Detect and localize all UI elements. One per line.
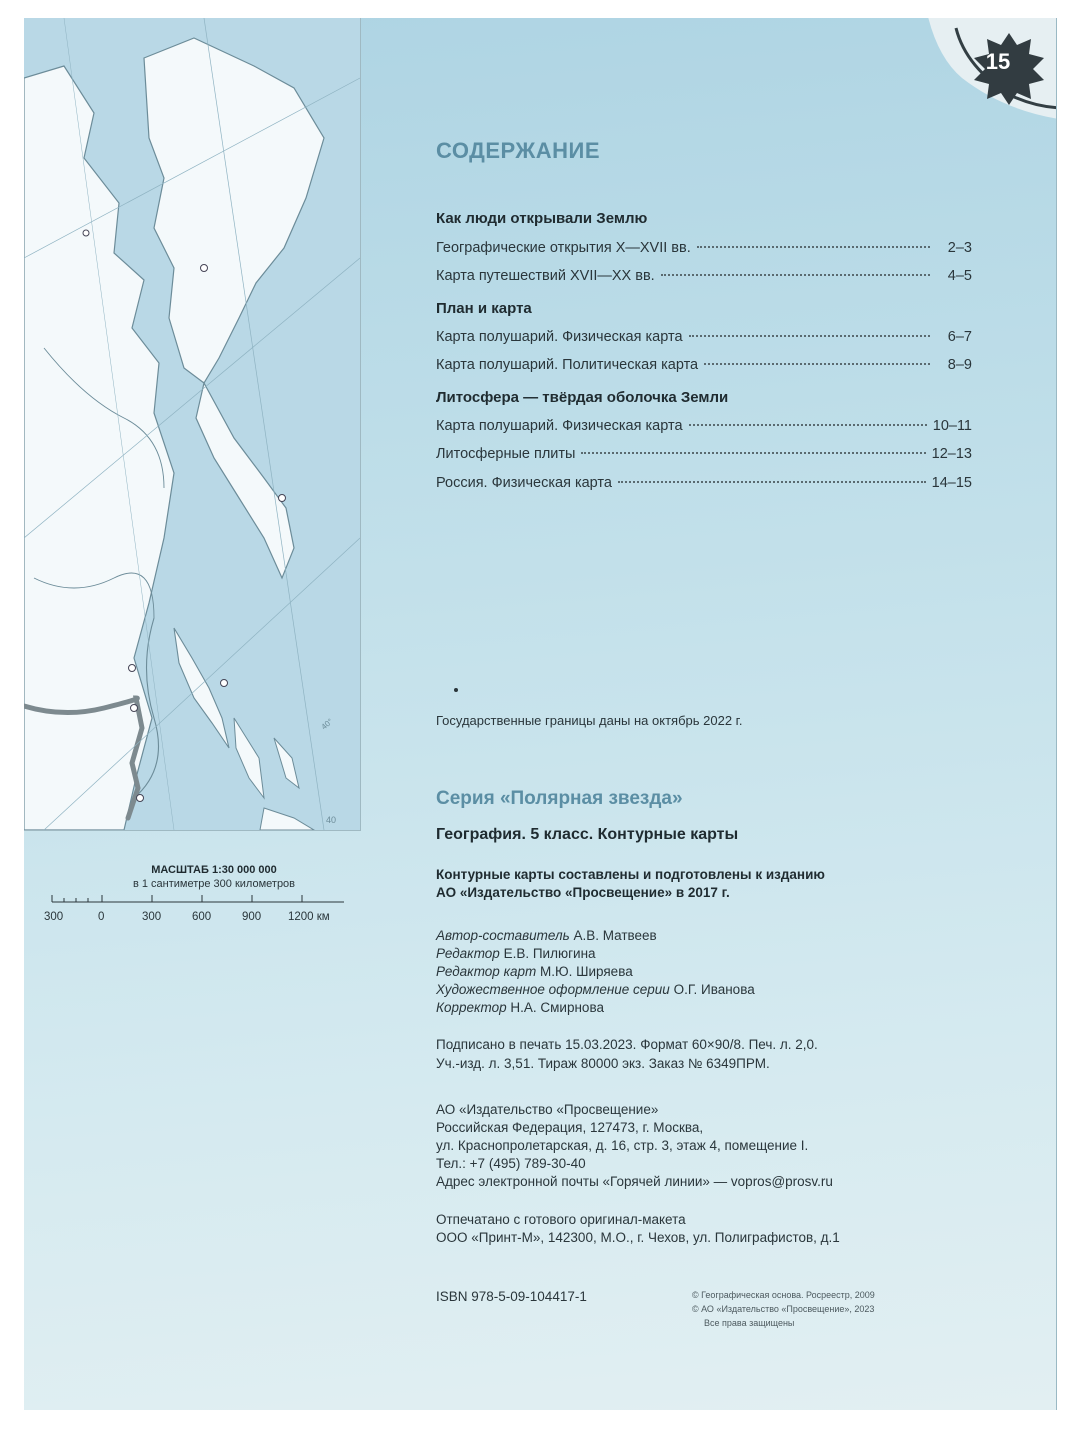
credit-role: Автор-составитель [436, 928, 570, 943]
print-info-line: Подписано в печать 15.03.2023. Формат 60×90/8. Печ. л. 2,0. [436, 1037, 818, 1052]
credit-name: О.Г. Иванова [673, 982, 755, 997]
toc-pages: 14–15 [931, 475, 972, 491]
credit-role: Корректор [436, 1000, 507, 1015]
credit-line [436, 928, 657, 943]
compiled-note-line: Контурные карты составлены и подготовлены к изданию [436, 867, 825, 882]
publisher-email-line: Адрес электронной почты «Горячей линии» — vopros@prosv.ru [436, 1174, 833, 1189]
map-graphic [24, 18, 360, 830]
toc-leader [689, 424, 927, 426]
scale-ticks [44, 911, 354, 927]
credit-role: Редактор [436, 946, 500, 961]
toc-leader [661, 274, 930, 276]
scale-subtitle: в 1 сантиметре 300 километров [132, 878, 296, 890]
publisher-line: Тел.: +7 (495) 789-30-40 [436, 1156, 586, 1171]
page [24, 18, 1057, 1410]
credit-name: Н.А. Смирнова [510, 1000, 604, 1015]
toc-row [436, 446, 972, 462]
map-grid-label: 40° [319, 716, 335, 732]
scale-bar [44, 892, 354, 906]
credit-name: А.В. Матвеев [573, 928, 657, 943]
toc-row [436, 475, 972, 491]
scale-tick-label: 600 [192, 911, 212, 923]
scale-title: МАСШТАБ 1:30 000 000 [151, 864, 277, 876]
section-heading: Как люди открывали Землю [436, 210, 648, 227]
series-title: Серия «Полярная звезда» [436, 788, 683, 809]
toc-pages: 10–11 [932, 418, 972, 434]
toc-pages: 4–5 [947, 268, 972, 284]
toc-label: Географические открытия X—XVII вв. [436, 240, 691, 256]
map-grid-label: 40 [326, 815, 337, 825]
scale-tick-label: 300 [142, 911, 162, 923]
book-title: География. 5 класс. Контурные карты [436, 826, 739, 843]
toc-pages: 8–9 [947, 357, 972, 373]
credit-role: Художественное оформление серии [436, 982, 670, 997]
credit-line [436, 964, 633, 979]
map-scale [44, 864, 354, 927]
toc-row [436, 418, 972, 434]
publisher-line: ул. Краснопролетарская, д. 16, стр. 3, этаж 4, помещение I. [436, 1138, 809, 1153]
copyright-line: © АО «Издательство «Просвещение», 2023 [692, 1304, 875, 1314]
publisher-line: АО «Издательство «Просвещение» [436, 1102, 659, 1117]
toc-leader [618, 481, 926, 483]
contents-title: СОДЕРЖАНИЕ [436, 138, 601, 163]
toc-row [436, 240, 972, 256]
toc-pages: 2–3 [947, 240, 972, 256]
scale-tick-label: 900 [242, 911, 262, 923]
toc-row [436, 268, 972, 284]
toc-leader [689, 335, 930, 337]
scale-tick-label: 0 [98, 911, 105, 923]
toc-leader [581, 452, 925, 454]
toc-row [436, 357, 972, 373]
scale-tick-label: 300 [44, 911, 64, 923]
printer-line: Отпечатано с готового оригинал-макета [436, 1212, 686, 1227]
credit-name: М.Ю. Ширяева [539, 964, 633, 979]
toc-label: Литосферные плиты [436, 446, 576, 462]
toc-label: Россия. Физическая карта [436, 475, 612, 491]
toc-label: Карта полушарий. Физическая карта [436, 329, 683, 345]
toc-label: Карта полушарий. Политическая карта [436, 357, 699, 373]
print-info-line: Уч.-изд. л. 3,51. Тираж 80000 экз. Заказ № 6349ПРМ. [436, 1056, 770, 1071]
borders-note: Государственные границы даны на октябрь 2022 г. [436, 713, 743, 728]
stray-dot [454, 688, 458, 692]
scale-tick-label: 1200 км [288, 911, 330, 923]
publisher-line: Российская Федерация, 127473, г. Москва, [436, 1120, 704, 1135]
copyright-line: © Географическая основа. Росреестр, 2009 [692, 1290, 875, 1300]
isbn: ISBN 978-5-09-104417-1 [436, 1289, 587, 1304]
section-heading: План и карта [436, 300, 532, 317]
credit-line [436, 946, 596, 961]
toc-leader [697, 246, 930, 248]
page-number: 15 [985, 49, 1011, 74]
credit-line [436, 1000, 604, 1015]
toc-label: Карта путешествий XVII—XX вв. [436, 268, 655, 284]
toc-row [436, 329, 972, 345]
credit-name: Е.В. Пилюгина [503, 946, 596, 961]
compiled-note-line: АО «Издательство «Просвещение» в 2017 г. [436, 885, 730, 900]
credit-line [436, 982, 755, 997]
section-heading: Литосфера — твёрдая оболочка Земли [436, 389, 729, 406]
credit-role: Редактор карт [436, 964, 537, 979]
toc-pages: 6–7 [947, 329, 972, 345]
printer-line: ООО «Принт-М», 142300, М.О., г. Чехов, ул. Полиграфистов, д.1 [436, 1230, 840, 1245]
toc-pages: 12–13 [931, 446, 972, 462]
copyright-line: Все права защищены [704, 1318, 795, 1328]
toc-leader [704, 363, 930, 365]
contour-map [24, 18, 361, 831]
toc-label: Карта полушарий. Физическая карта [436, 418, 683, 434]
